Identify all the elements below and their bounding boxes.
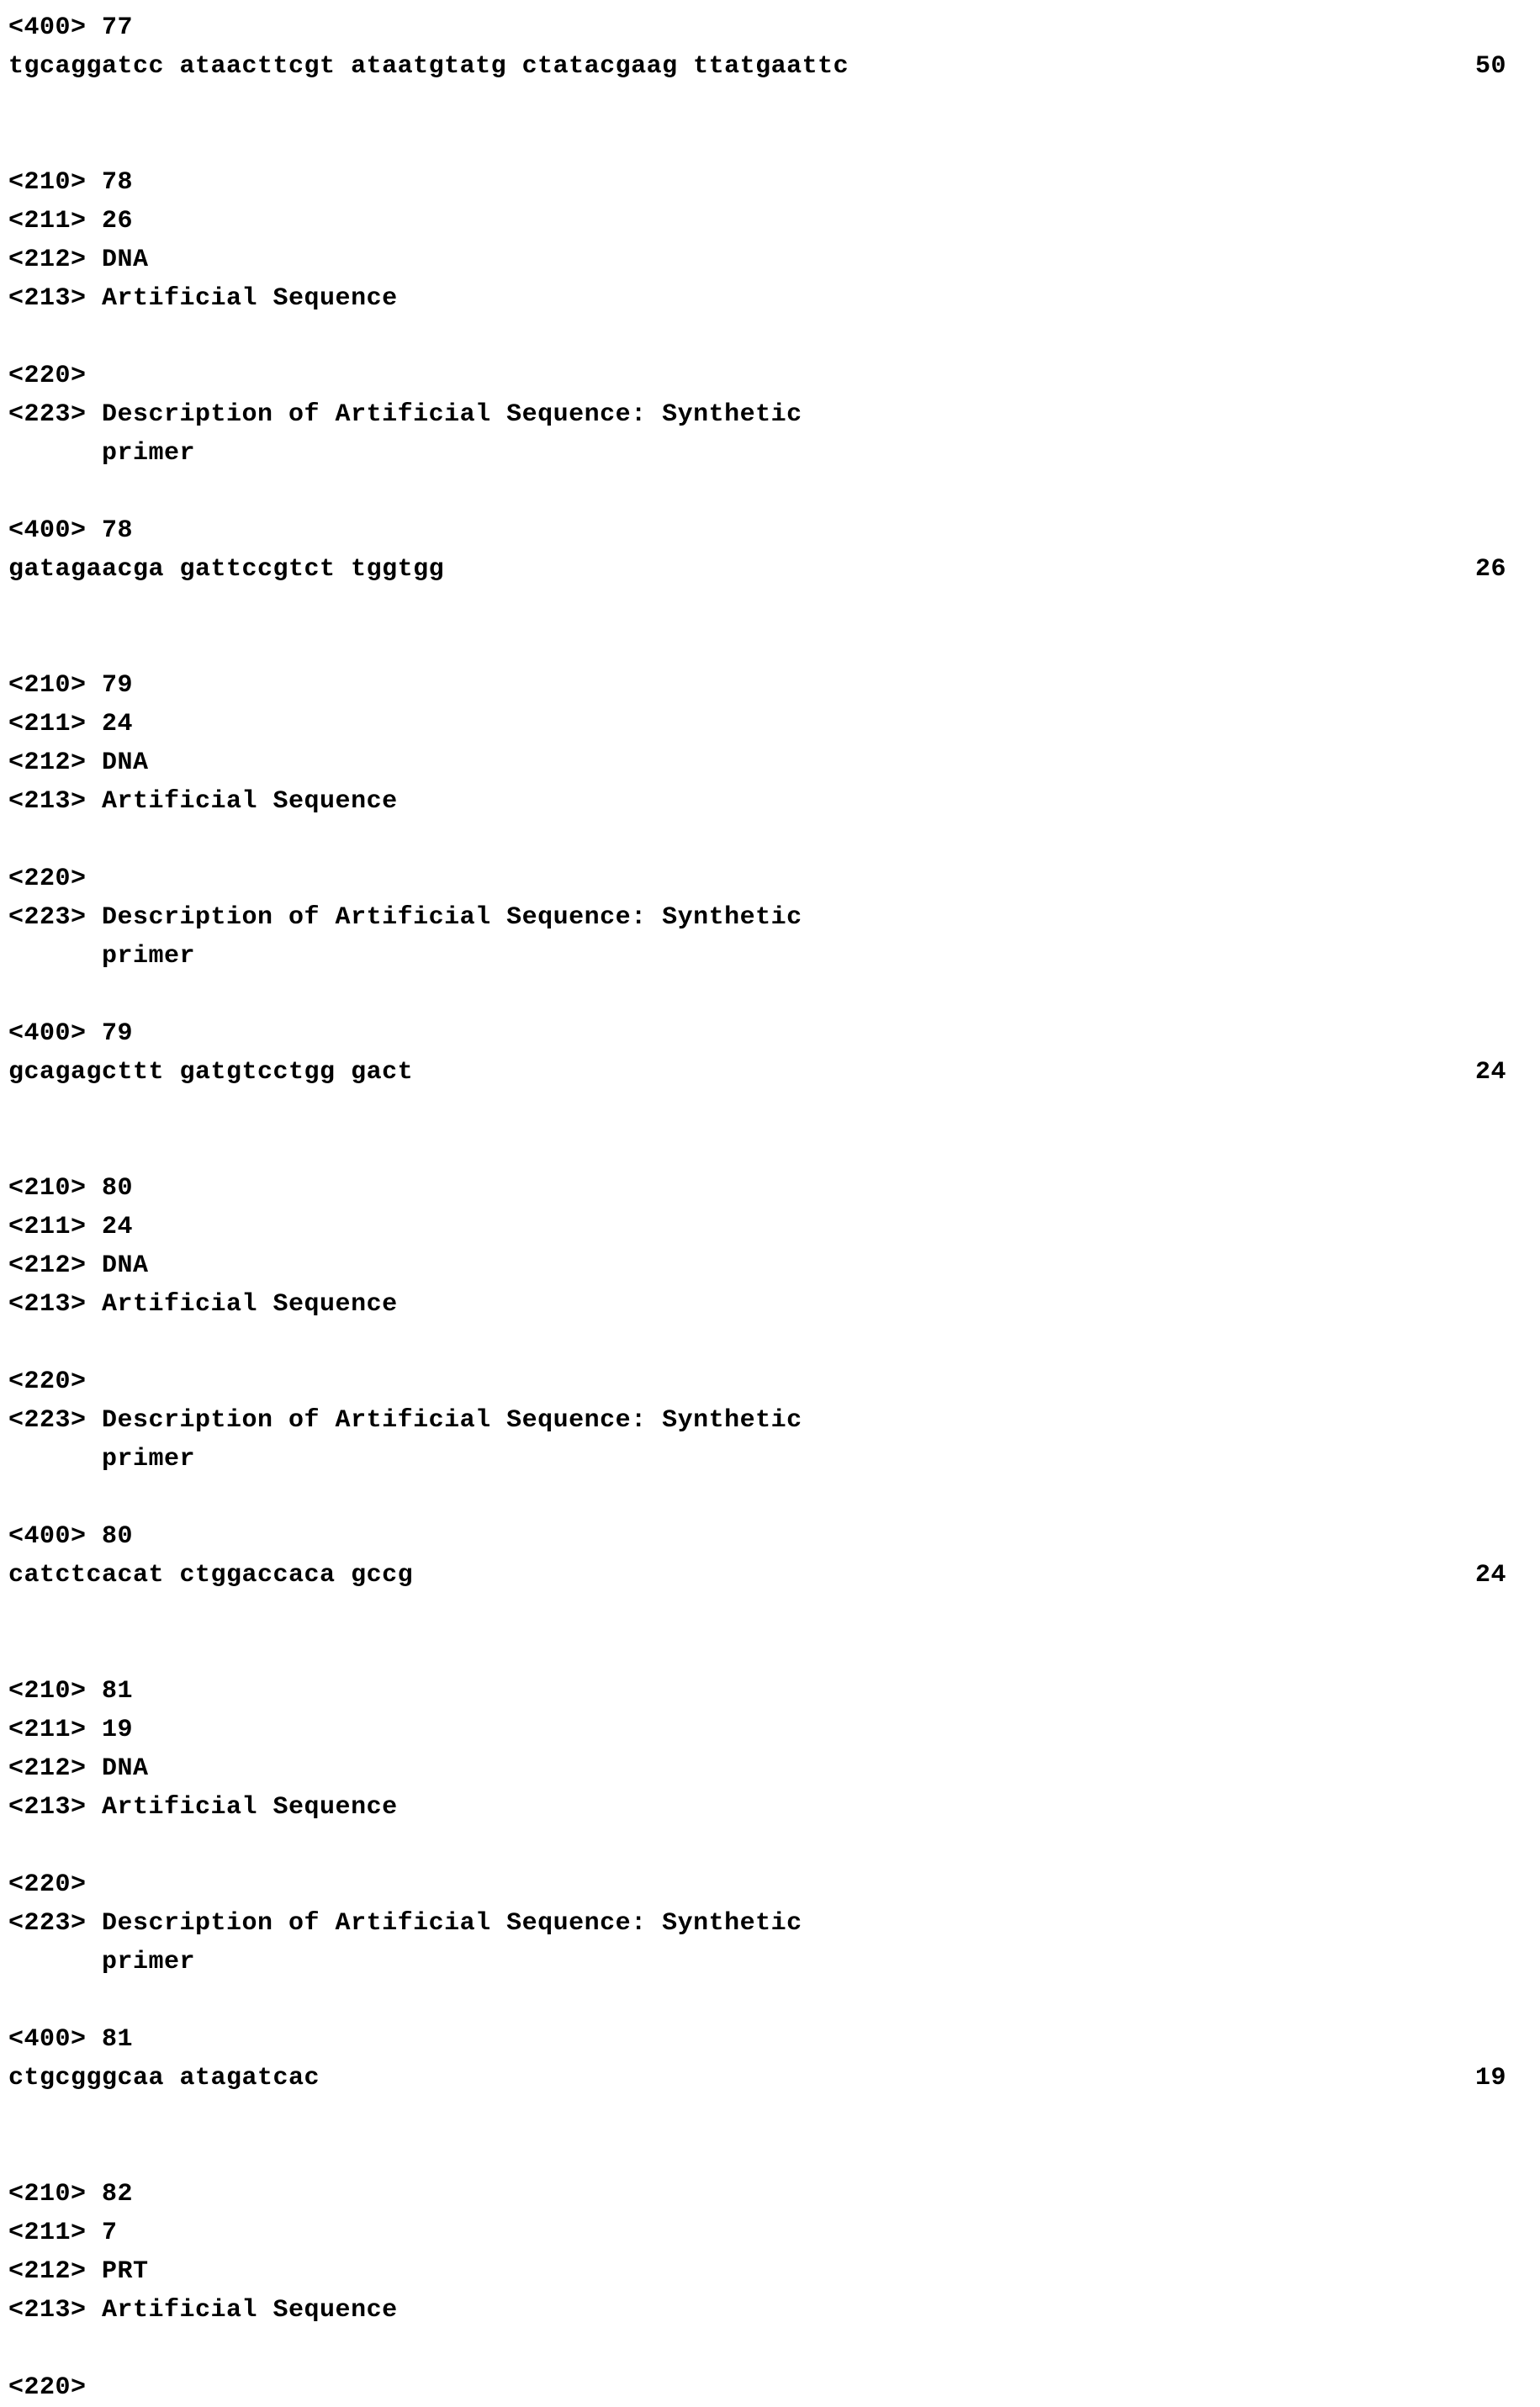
sequence-line (8, 1362, 1506, 1401)
sequence-line-text: <400> 80 (8, 1522, 134, 1551)
sequence-line-text: <212> DNA (8, 1754, 149, 1783)
sequence-line-text: <213> Artificial Sequence (8, 2296, 398, 2325)
sequence-length-number: 19 (1474, 2064, 1506, 2092)
sequence-line (8, 782, 1506, 821)
sequence-line (8, 2175, 1506, 2214)
sequence-line (8, 1865, 1506, 1904)
sequence-line-text: <211> 26 (8, 207, 134, 235)
sequence-length-number: 24 (1474, 1058, 1506, 1087)
sequence-line-text: <212> DNA (8, 1251, 149, 1280)
blank-line (8, 473, 1506, 511)
sequence-line (8, 2059, 1506, 2098)
sequence-line (8, 898, 1506, 937)
blank-line (8, 86, 1506, 124)
sequence-length-number: 26 (1474, 555, 1506, 584)
sequence-line (8, 1749, 1506, 1788)
sequence-line (8, 357, 1506, 395)
sequence-length-number: 24 (1474, 1561, 1506, 1590)
sequence-line (8, 2020, 1506, 2059)
blank-line (8, 1981, 1506, 2020)
sequence-line-text: <400> 79 (8, 1019, 134, 1048)
sequence-line-text: <210> 80 (8, 1174, 134, 1203)
sequence-line (8, 1014, 1506, 1053)
blank-line (8, 1092, 1506, 1130)
sequence-line-text: <211> 7 (8, 2219, 118, 2247)
sequence-line (8, 47, 1506, 86)
sequence-line (8, 860, 1506, 898)
sequence-line-text: <213> Artificial Sequence (8, 1290, 398, 1319)
blank-line (8, 2330, 1506, 2368)
blank-line (8, 976, 1506, 1014)
sequence-line-text: ctgcgggcaa atagatcac (8, 2064, 320, 2092)
sequence-line (8, 1053, 1506, 1092)
sequence-line (8, 511, 1506, 550)
sequence-line-text: primer (8, 942, 196, 971)
sequence-line-text: <400> 77 (8, 13, 134, 42)
sequence-line-text: <210> 82 (8, 2180, 134, 2209)
sequence-line (8, 1285, 1506, 1324)
sequence-line (8, 2252, 1506, 2291)
sequence-line (8, 1711, 1506, 1749)
sequence-line-text: <211> 24 (8, 1213, 134, 1241)
sequence-line-text: <223> Description of Artificial Sequence: Synthetic (8, 903, 802, 932)
sequence-line (8, 705, 1506, 743)
sequence-line (8, 1169, 1506, 1208)
sequence-line (8, 1672, 1506, 1711)
sequence-line (8, 202, 1506, 241)
sequence-line-text: <220> (8, 1367, 87, 1396)
blank-line (8, 1130, 1506, 1169)
sequence-listing-body (8, 8, 1506, 2407)
blank-line (8, 318, 1506, 357)
sequence-line-text: <210> 81 (8, 1677, 134, 1706)
sequence-line (8, 743, 1506, 782)
sequence-line-text: <210> 79 (8, 671, 134, 700)
blank-line (8, 2098, 1506, 2136)
sequence-line (8, 1246, 1506, 1285)
sequence-line (8, 434, 1506, 473)
sequence-line (8, 395, 1506, 434)
blank-line (8, 627, 1506, 666)
sequence-line-text: <400> 78 (8, 516, 134, 545)
sequence-line-text: <210> 78 (8, 168, 134, 197)
sequence-line (8, 8, 1506, 47)
sequence-line (8, 2368, 1506, 2407)
sequence-line (8, 279, 1506, 318)
sequence-line (8, 1788, 1506, 1827)
sequence-line (8, 1208, 1506, 1246)
sequence-line-text: <213> Artificial Sequence (8, 284, 398, 313)
blank-line (8, 821, 1506, 860)
sequence-line (8, 937, 1506, 976)
sequence-line (8, 241, 1506, 279)
sequence-line-text: <220> (8, 2373, 87, 2402)
sequence-line (8, 1401, 1506, 1440)
blank-line (8, 1324, 1506, 1362)
sequence-line (8, 550, 1506, 589)
blank-line (8, 2136, 1506, 2175)
sequence-line (8, 163, 1506, 202)
sequence-line-text: <220> (8, 362, 87, 390)
sequence-line (8, 2291, 1506, 2330)
sequence-line-text: catctcacat ctggaccaca gccg (8, 1561, 414, 1590)
blank-line (8, 1595, 1506, 1633)
sequence-line-text: <213> Artificial Sequence (8, 1793, 398, 1822)
blank-line (8, 589, 1506, 627)
blank-line (8, 1633, 1506, 1672)
blank-line (8, 1479, 1506, 1517)
sequence-line-text: <223> Description of Artificial Sequence: Synthetic (8, 1406, 802, 1435)
sequence-line-text: gcagagcttt gatgtcctgg gact (8, 1058, 414, 1087)
sequence-line-text: primer (8, 1948, 196, 1976)
sequence-line (8, 2214, 1506, 2252)
sequence-line-text: <212> DNA (8, 749, 149, 777)
sequence-line-text: <211> 24 (8, 710, 134, 738)
sequence-line-text: <212> DNA (8, 246, 149, 274)
sequence-line (8, 1440, 1506, 1479)
sequence-line (8, 1556, 1506, 1595)
sequence-line-text: <220> (8, 865, 87, 893)
sequence-line-text: tgcaggatcc ataacttcgt ataatgtatg ctatacgaag ttatgaattc (8, 52, 849, 81)
sequence-line-text: <223> Description of Artificial Sequence: Synthetic (8, 400, 802, 429)
sequence-line (8, 666, 1506, 705)
sequence-line-text: <212> PRT (8, 2257, 149, 2286)
sequence-line-text: <213> Artificial Sequence (8, 787, 398, 816)
sequence-line-text: <223> Description of Artificial Sequence: Synthetic (8, 1909, 802, 1938)
sequence-line (8, 1904, 1506, 1943)
sequence-length-number: 50 (1474, 52, 1506, 81)
sequence-line-text: <211> 19 (8, 1716, 134, 1744)
blank-line (8, 1827, 1506, 1865)
sequence-line-text: gatagaacga gattccgtct tggtgg (8, 555, 445, 584)
blank-line (8, 124, 1506, 163)
sequence-line-text: <220> (8, 1870, 87, 1899)
sequence-line (8, 1517, 1506, 1556)
sequence-line-text: <400> 81 (8, 2025, 134, 2054)
sequence-line (8, 1943, 1506, 1981)
sequence-line-text: primer (8, 1445, 196, 1473)
sequence-line-text: primer (8, 439, 196, 468)
